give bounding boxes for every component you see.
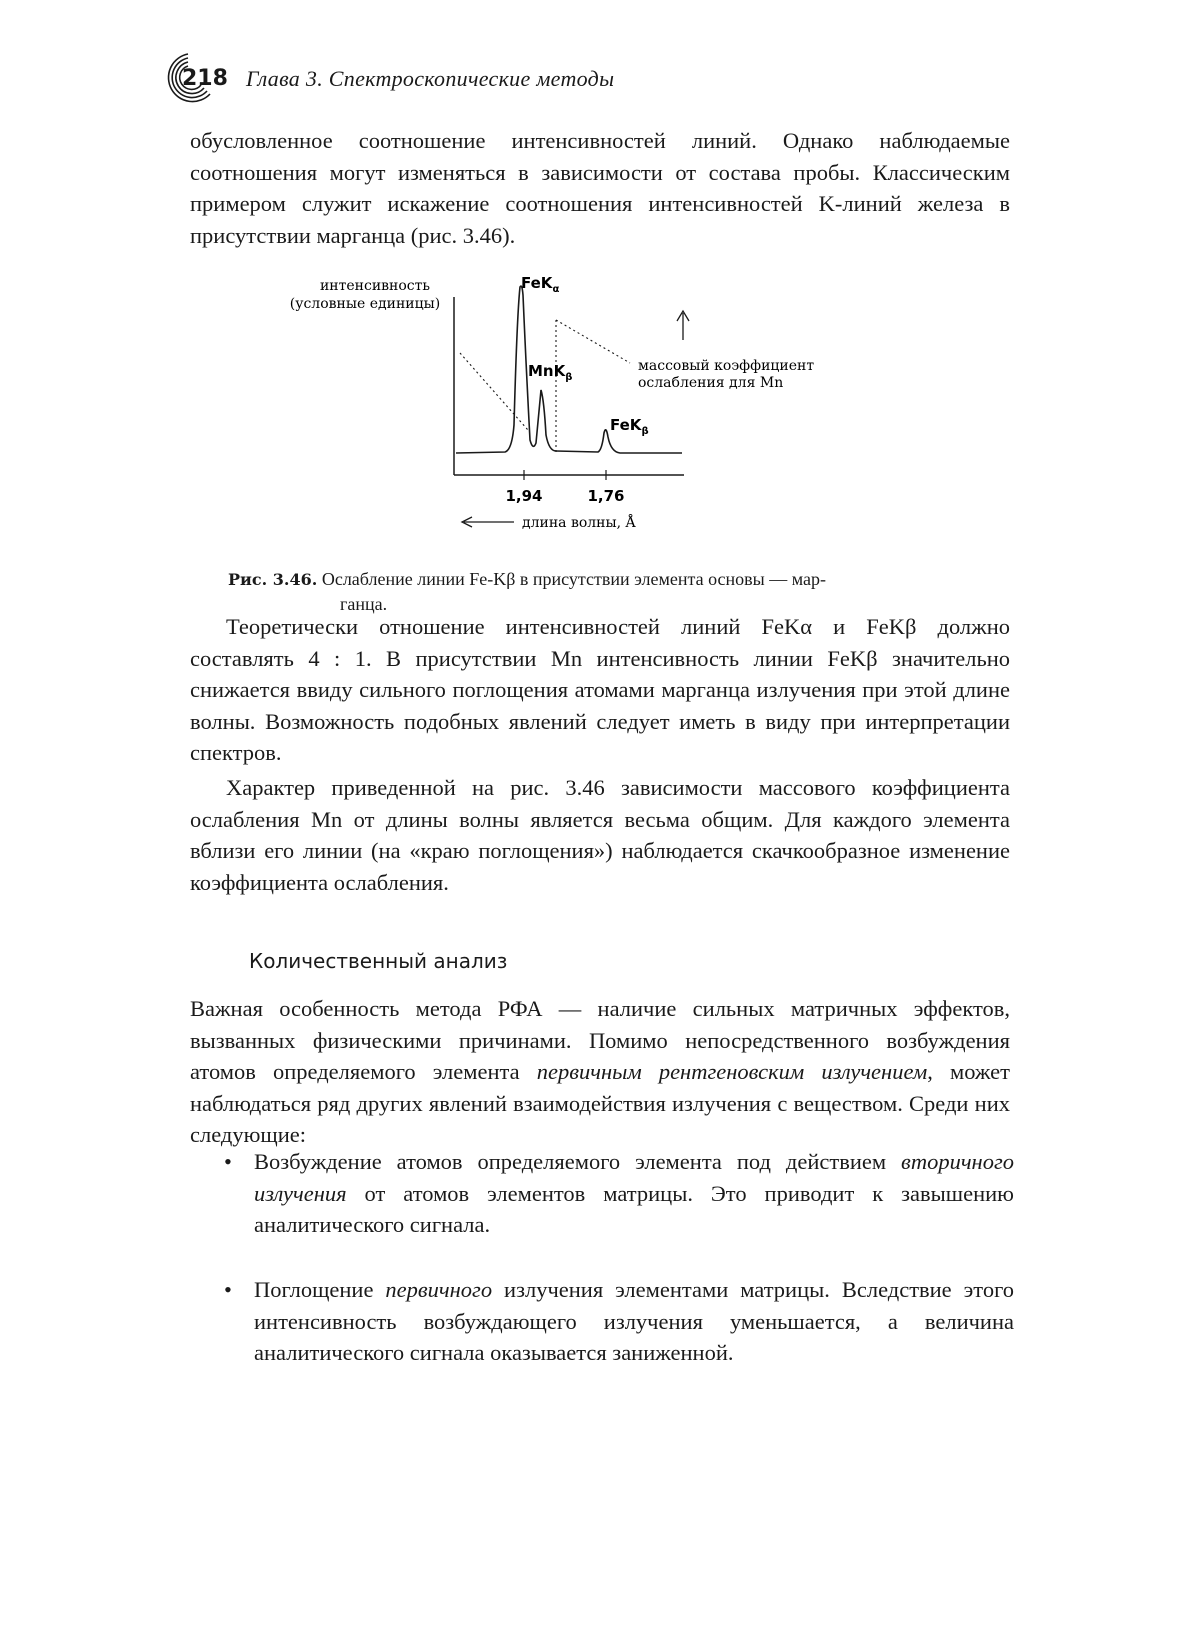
caption-text: Ослабление линии Fe-Kβ в присутствии элемента основы — мар- [321,569,826,589]
bullet-item: • Возбуждение атомов определяемого элемента под действием вторичного излучения от атомов элементов матрицы. Это приводит к завышению аналитического сигнала. [224,1146,1014,1241]
bullet-dot-icon: • [224,1277,232,1302]
paragraph-theory: Теоретически отношение интенсивностей линий FeKα и FeKβ должно составлять 4 : 1. В присутствии Mn интенсивность линии FeKβ значительно снижается ввиду сильного поглощения атомами марганца излучения при этой длине волны. Возможность подобных явлений следует иметь в виду при интерпретации спектров. [190,614,1010,765]
figure-ylabel-line1: интенсивность [319,278,431,294]
figure-tick-label-1: 1,94 [505,487,543,505]
figure-xlabel: длина волны, Å [522,515,636,531]
page-header [150,44,1010,114]
figure-caption [228,567,1008,616]
peak-label-fe-ka: FeK$_\alpha$ [521,275,560,295]
figure-annotation-line1: массовый коэффициент [638,358,815,374]
figure-tick-label-2: 1,76 [587,487,625,505]
caption-label: Рис. 3.46. [228,570,318,589]
paragraph-matrix-effects: Важная особенность метода РФА — наличие сильных матричных эффектов, вызванных физическими причинами. Помимо непосредственного возбуждения атомов определяемого элемента первичным рентгеновским излучением, может наблюдаться ряд других явлений взаимодействия излучения с веществом. Среди них следующие: [190,996,1010,1147]
figure-ylabel-line2: (условные единицы) [290,296,441,312]
bullet-item: • Поглощение первичного излучения элементами матрицы. Вследствие этого интенсивность возбуждающего излучения уменьшается, а величина аналитического сигнала оказывается заниженной. [224,1274,1014,1369]
bullet-dot-icon: • [224,1149,232,1174]
page-number: 218 [182,66,228,91]
paragraph-intro: обусловленное соотношение интенсивностей линий. Однако наблюдаемые соотношения могут изменяться в зависимости от состава пробы. Классическим примером служит искажение соотношения интенсивностей K-линий железа в присутствии марганца (рис. 3.46). [190,128,1010,248]
section-title: Количественный анализ [249,949,508,973]
caption-text-continued: ганца. [340,594,388,614]
figure-annotation-line2: ослабления для Mn [638,375,784,391]
chapter-title: Глава 3. Спектроскопические методы [246,66,615,91]
peak-label-mn-kb: MnK$_\beta$ [528,362,573,383]
peak-label-fe-kb: FeK$_\beta$ [610,416,649,437]
paragraph-character: Характер приведенной на рис. 3.46 зависимости массового коэффициента ослабления Mn от длины волны является весьма общим. Для каждого элемента вблизи его линии (на «краю поглощения») наблюдается скачкообразное изменение коэффициента ослабления. [190,775,1010,895]
spectrum-figure [290,275,870,555]
